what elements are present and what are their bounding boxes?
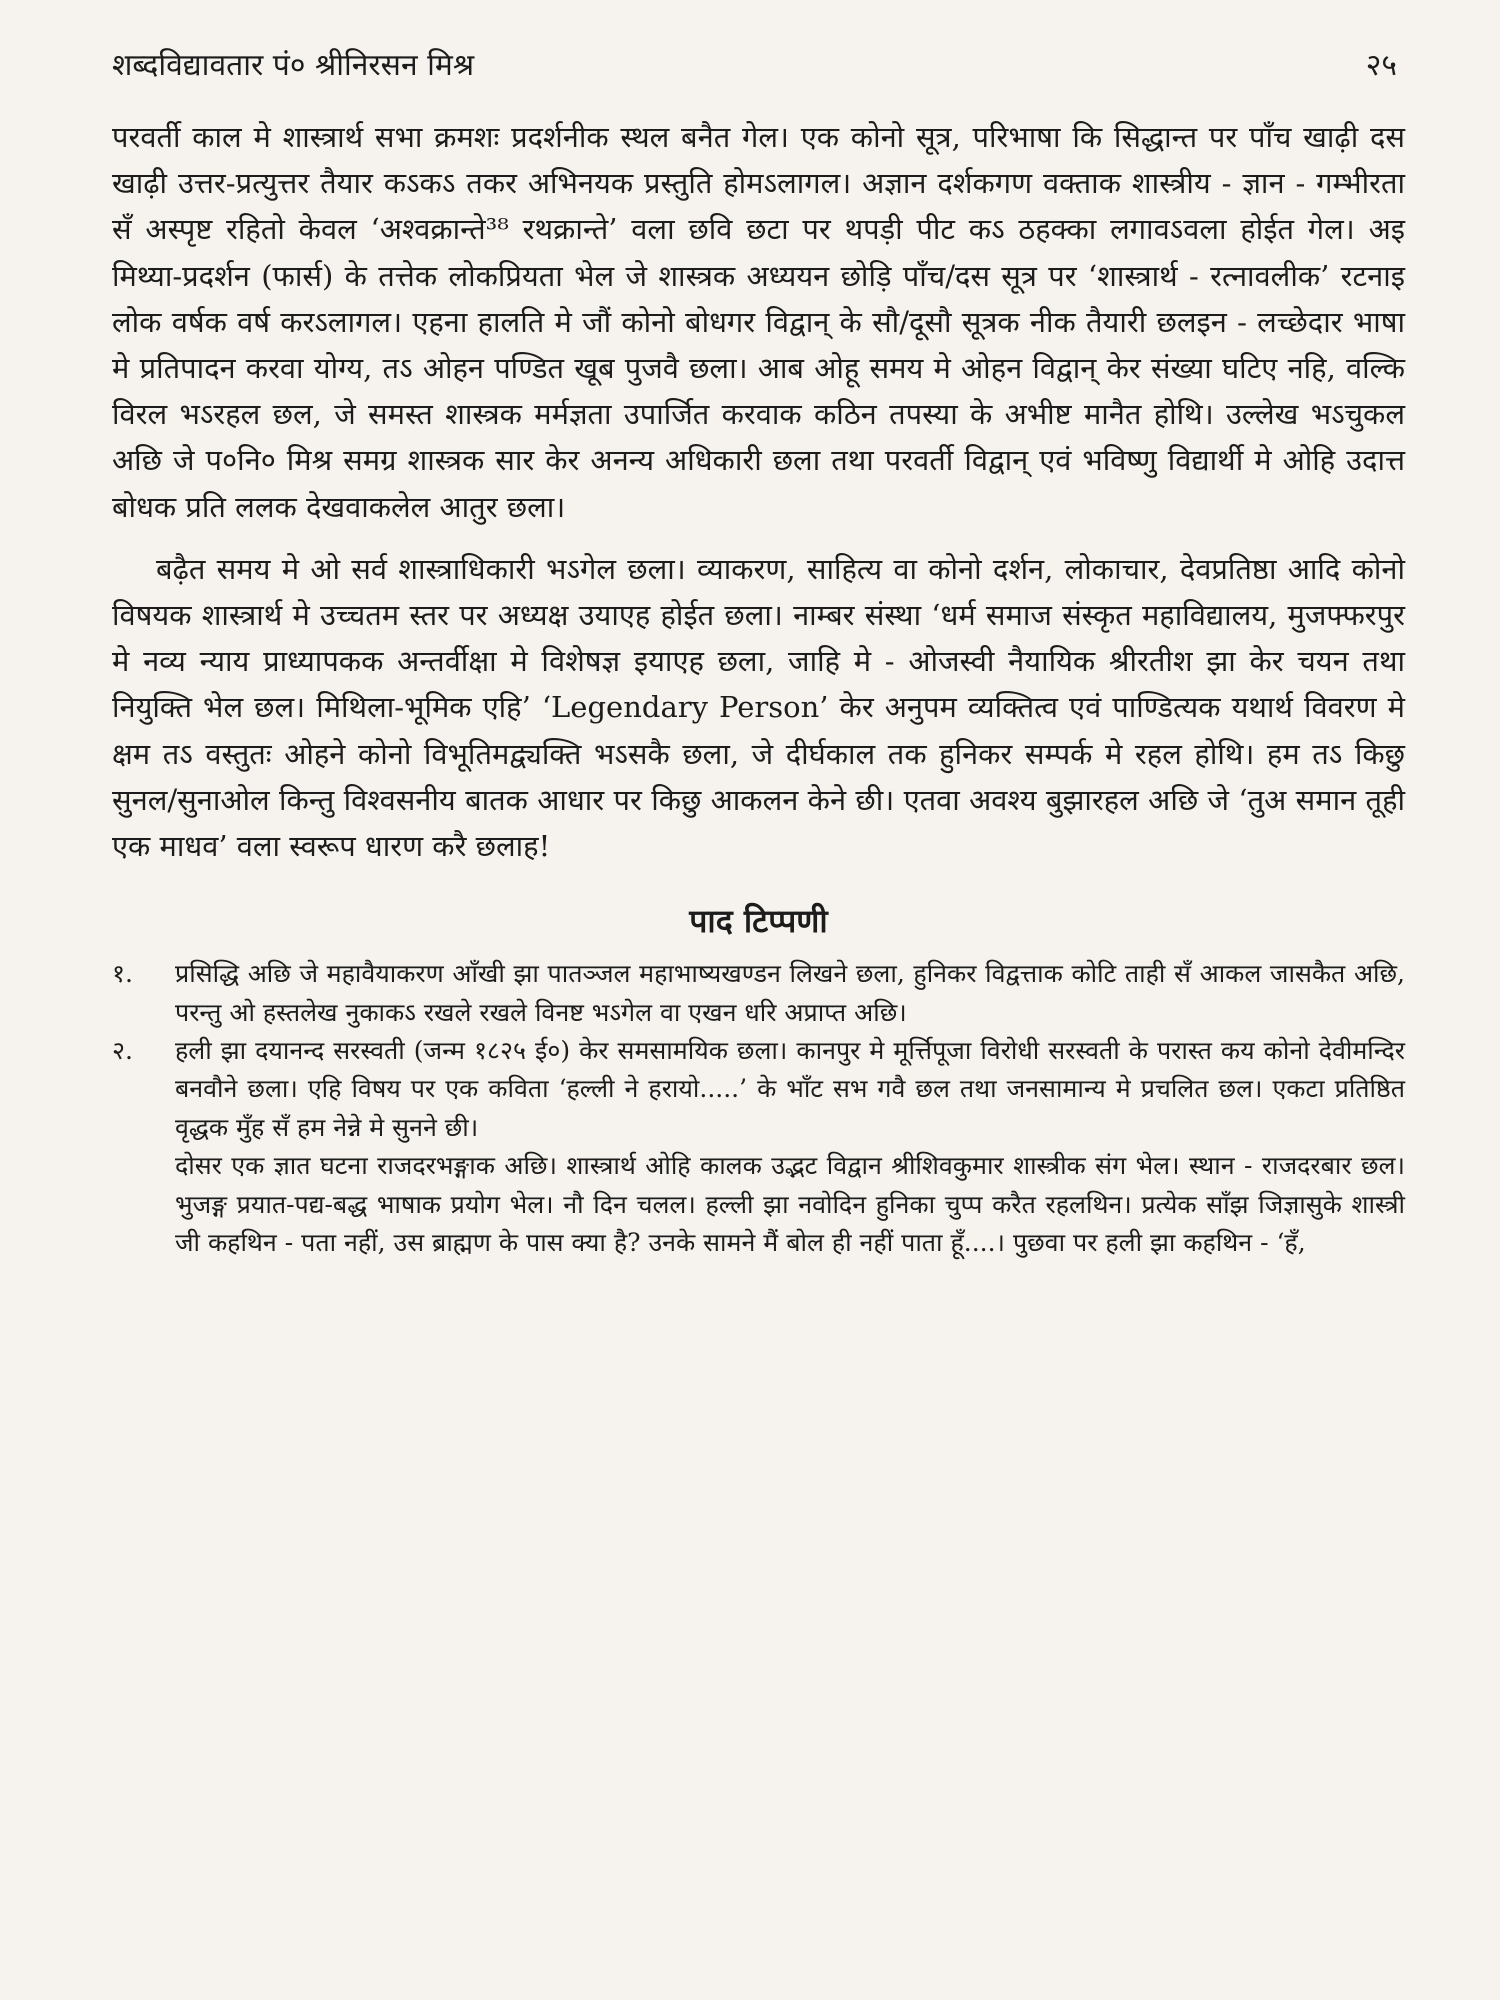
footnote-number: २. [112,1036,133,1066]
body-paragraph-1: परवर्ती काल मे शास्त्रार्थ सभा क्रमशः प्रदर्शनीक स्थल बनैत गेल। एक कोनो सूत्र, परिभाषा कि सिद्धान्त पर पाँच खाढ़ी दस खाढ़ी उत्तर-प्रत्युत्तर तैयार कऽकऽ तकर अभिनयक प्रस्तुति होमऽलागल। अज्ञान दर्शकगण वक्ताक शास्त्रीय - ज्ञान - गम्भीरता सँ अस्पृष्ट रहितो केवल ‘अश्वक्रान्ते³⁸ रथक्रान्ते’ वला छवि छटा पर थपड़ी पीट कऽ ठहक्का लगावऽवला होईत गेल। अइ मिथ्या-प्रदर्शन (फार्स) के तत्तेक लोकप्रियता भेल जे शास्त्रक अध्ययन छोड़ि पाँच/दस सूत्र पर ‘शास्त्रार्थ - रत्नावलीक’ रटनाइ लोक वर्षक वर्ष करऽलागल। एहना हालति मे जौं कोनो बोधगर विद्वान् के सौ/दूसौ सूत्रक नीक तैयारी छलइन - लच्छेदार भाषा मे प्रतिपादन करवा योग्य, तऽ ओहन पण्डित खूब पुजवै छला। आब ओहू समय मे ओहन विद्वान् केर संख्या घटिए नहि, वल्कि विरल भऽरहल छल, जे समस्त शास्त्रक मर्मज्ञता उपार्जित करवाक कठिन तपस्या के अभीष्ट मानैत होथि। उल्लेख भऽचुकल अछि जे प०नि० मिश्र समग्र शास्त्रक सार केर अनन्य अधिकारी छला तथा परवर्ती विद्वान् एवं भविष्णु विद्यार्थी मे ओहि उदात्त बोधक प्रति ललक देखवाकलेल आतुर छला। [112,120,1405,524]
body-paragraph-2: बढ़ैत समय मे ओ सर्व शास्त्राधिकारी भऽगेल छला। व्याकरण, साहित्य वा कोनो दर्शन, लोकाचार, देवप्रतिष्ठा आदि कोनो विषयक शास्त्रार्थ मे उच्चतम स्तर पर अध्यक्ष उयाएह होईत छला। नाम्बर संस्था ‘धर्म समाज संस्कृत महाविद्यालय, मुजफ्फरपुर मे नव्य न्याय प्राध्यापकक अन्तर्वीक्षा मे विशेषज्ञ इयाएह छला, जाहि मे - ओजस्वी नैयायिक श्रीरतीश झा केर चयन तथा नियुक्ति भेल छल। मिथिला-भूमिक एहि’ ‘Legendary Person’ केर अनुपम व्यक्तित्व एवं पाण्डित्यक यथार्थ विवरण मे क्षम तऽ वस्तुतः ओहने कोनो विभूतिमद्व्यक्ति भऽसकै छला, जे दीर्घकाल तक हुनिकर सम्पर्क मे रहल होथि। हम तऽ किछु सुनल/सुनाओल किन्तु विश्वसनीय बातक आधार पर किछु आकलन केने छी। एतवा अवश्य बुझारहल अछि जे ‘तुअ समान तूही एक माधव’ वला स्वरूप धारण करै छलाह! [112,551,1405,864]
running-header [112,46,1405,86]
book-title: शब्दविद्यावतार पं० श्रीनिरसन मिश्र [112,48,475,83]
footnotes-heading: पाद टिप्पणी [689,902,828,941]
footnote-number: १. [112,959,133,989]
footnote-paragraph: दोसर एक ज्ञात घटना राजदरभङ्गाक अछि। शास्त्रार्थ ओहि कालक उद्भट विद्वान श्रीशिवकुमार शास्त्रीक संग भेल। स्थान - राजदरबार छल। भुजङ्ग प्रयात-पद्य-बद्ध भाषाक प्रयोग भेल। नौ दिन चलल। हल्ली झा नवोदिन हुनिका चुप्प करैत रहलथिन। प्रत्येक साँझ जिज्ञासुके शास्त्री जी कहथिन - पता नहीं, उस ब्राह्मण के पास क्या है? उनके सामने मैं बोल ही नहीं पाता हूँ....। पुछवा पर हली झा कहथिन - ‘हँ, [175,1151,1405,1258]
footnote-text [175,955,1405,1032]
main-body [112,114,1405,869]
footnote-paragraph: प्रसिद्धि अछि जे महावैयाकरण आँखी झा पातञ्जल महाभाष्यखण्डन लिखने छला, हुनिकर विद्वत्ताक कोटि ताही सँ आकल जासकैत अछि, परन्तु ओ हस्तलेख नुकाकऽ रखले रखले विनष्ट भऽगेल वा एखन धरि अप्राप्त अछि। [175,959,1405,1027]
footnote-text [175,1032,1405,1262]
footnote-list [112,955,1405,1262]
page-number: २५ [1365,48,1397,83]
footnote-2 [112,1032,1405,1262]
footnote-1 [112,955,1405,1032]
footnote-paragraph: हली झा दयानन्द सरस्वती (जन्म १८२५ ई०) केर समसामयिक छला। कानपुर मे मूर्त्तिपूजा विरोधी सरस्वती के परास्त कय कोनो देवीमन्दिर बनवौने छला। एहि विषय पर एक कविता ‘हल्ली ने हरायो.....’ के भाँट सभ गवै छल तथा जनसामान्य मे प्रचलित छल। एकटा प्रतिष्ठित वृद्धक मुँह सँ हम नेन्ने मे सुनने छी। [175,1036,1405,1142]
